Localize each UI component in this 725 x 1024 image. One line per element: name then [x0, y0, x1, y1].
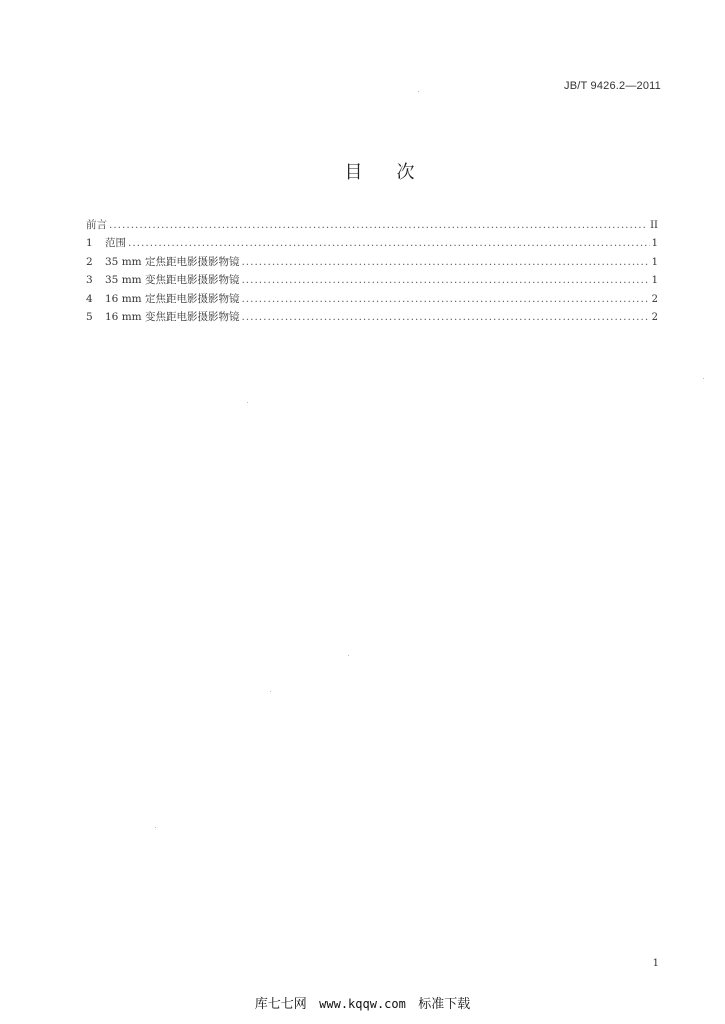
scan-speck — [348, 655, 349, 656]
document-code: JB/T 9426.2—2011 — [564, 80, 661, 92]
footer — [0, 993, 725, 1012]
toc-entry-page: 1 — [651, 238, 658, 250]
toc-leader-dots — [241, 311, 649, 323]
toc-entry-label: 35 mm 变焦距电影摄影物镜 — [105, 274, 240, 287]
toc-entry-3[interactable] — [86, 272, 658, 290]
toc-entry-number: 2 — [86, 255, 93, 268]
scan-speck — [418, 91, 419, 92]
scan-speck — [703, 378, 704, 379]
toc-leader-dots — [241, 256, 649, 268]
page-number: 1 — [652, 958, 659, 969]
toc-leader-dots — [241, 274, 649, 286]
scan-speck — [270, 691, 271, 692]
toc-entry-page: 1 — [651, 275, 658, 287]
scan-speck — [247, 402, 248, 403]
toc-entry-number: 4 — [86, 292, 93, 305]
table-of-contents — [86, 217, 658, 327]
toc-leader-dots — [128, 237, 650, 249]
toc-entry-label: 35 mm 定焦距电影摄影物镜 — [105, 255, 240, 268]
toc-entry-number: 1 — [86, 237, 93, 250]
toc-entry-4[interactable] — [86, 291, 658, 309]
toc-leader-dots — [109, 219, 648, 231]
toc-entry-foreword[interactable] — [86, 217, 658, 235]
toc-entry-page: 1 — [651, 256, 658, 268]
toc-entry-page: 2 — [651, 293, 658, 305]
footer-url[interactable]: www.kqqw.com — [319, 997, 406, 1011]
toc-entry-page: II — [650, 220, 658, 231]
toc-entry-page: 2 — [651, 311, 658, 323]
toc-entry-number: 3 — [86, 274, 93, 287]
toc-entry-label: 前言 — [86, 219, 107, 231]
toc-entry-5[interactable] — [86, 309, 658, 327]
toc-entry-label: 16 mm 变焦距电影摄影物镜 — [105, 310, 240, 323]
toc-entry-2[interactable] — [86, 254, 658, 272]
footer-site-name: 库七七网 — [254, 997, 307, 1012]
scan-speck — [155, 827, 156, 828]
toc-entry-number: 5 — [86, 310, 93, 323]
toc-leader-dots — [241, 293, 649, 305]
toc-entry-1[interactable] — [86, 235, 658, 253]
footer-tagline: 标准下载 — [418, 997, 471, 1012]
toc-entry-label: 范围 — [105, 237, 126, 250]
toc-entry-label: 16 mm 定焦距电影摄影物镜 — [105, 292, 240, 305]
toc-title: 目次 — [344, 162, 449, 183]
